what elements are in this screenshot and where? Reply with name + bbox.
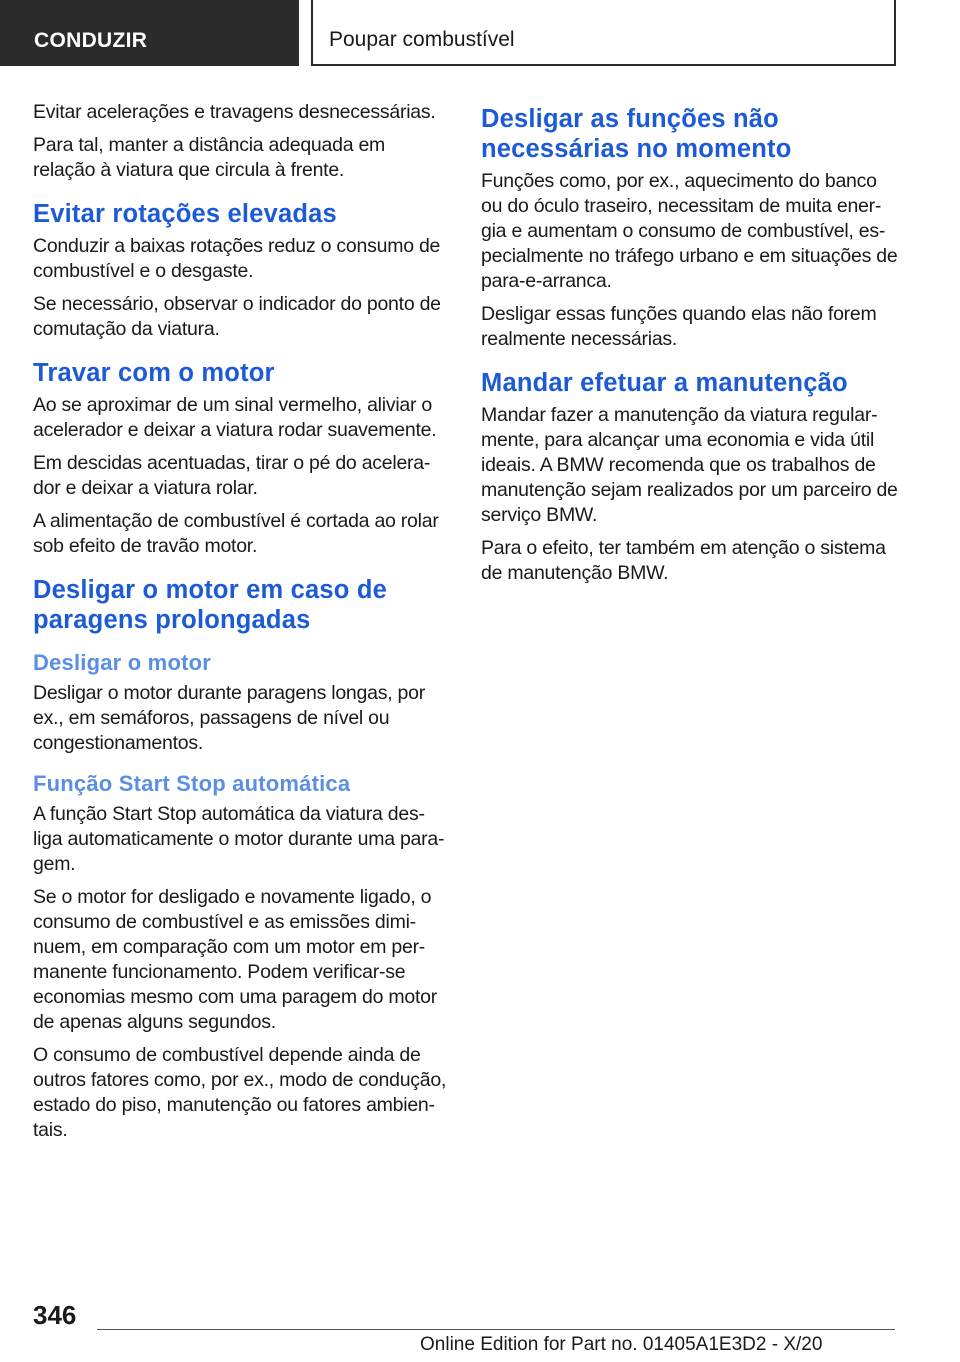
subheading-auto-start-stop: Função Start Stop automática — [33, 771, 351, 796]
paragraph: A alimentação de combustível é cortada ao rolar sob efeito de travão motor. — [33, 510, 439, 557]
edition-label: Online Edition for Part no. 01405A1E3D2 - X/20 — [420, 1334, 823, 1355]
paragraph: Em descidas acentuadas, tirar o pé do acelera-dor e deixar a viatura rolar. — [33, 452, 431, 499]
subheading-switch-off-engine: Desligar o motor — [33, 650, 212, 675]
paragraph: Para tal, manter a distância adequada em relação à viatura que circula à frente. — [33, 134, 386, 181]
paragraph: A função Start Stop automática da viatura des-liga automaticamente o motor durante uma para-gem. — [33, 803, 445, 875]
paragraph: Evitar acelerações e travagens desnecessárias. — [33, 101, 436, 123]
heading-maintenance: Mandar efetuar a manutenção — [481, 369, 848, 397]
paragraph: Para o efeito, ter também em atenção o sistema de manutenção BMW. — [481, 537, 886, 584]
paragraph: Ao se aproximar de um sinal vermelho, aliviar o acelerador e deixar a viatura rodar suavemente. — [33, 394, 437, 441]
footer-divider — [97, 1329, 895, 1330]
paragraph: Funções como, por ex., aquecimento do banco ou do óculo traseiro, necessitam de muita ener-gia e aumentam o consumo de combustível, es-pecialmente no tráfego urbano e em situações de para-e-arranca. — [481, 170, 898, 292]
paragraph: Se necessário, observar o indicador do ponto de comutação da viatura. — [33, 293, 441, 340]
heading-engine-braking: Travar com o motor — [33, 359, 275, 387]
heading-avoid-high-rpm: Evitar rotações elevadas — [33, 200, 337, 228]
heading-switch-off-functions: Desligar as funções não necessárias no momento — [481, 105, 792, 163]
heading-switch-off-engine: Desligar o motor em caso de paragens prolongadas — [33, 576, 388, 634]
section-label: CONDUZIR — [0, 0, 299, 66]
right-column — [481, 100, 899, 594]
paragraph: Desligar o motor durante paragens longas, por ex., em semáforos, passagens de nível ou congestionamentos. — [33, 682, 425, 754]
paragraph: Mandar fazer a manutenção da viatura regular-mente, para alcançar uma economia e vida útil ideais. A BMW recomenda que os trabalhos de manutenção sejam realizados por um parceiro de serviço BMW. — [481, 404, 898, 526]
paragraph: Desligar essas funções quando elas não forem realmente necessárias. — [481, 303, 877, 350]
page-number: 346 — [33, 1300, 77, 1330]
left-column — [33, 100, 448, 1151]
paragraph: Conduzir a baixas rotações reduz o consumo de combustível e o desgaste. — [33, 235, 441, 282]
topic-label: Poupar combustível — [311, 0, 896, 66]
paragraph: O consumo de combustível depende ainda de outros fatores como, por ex., modo de condução, estado do piso, manutenção ou fatores ambien-tais. — [33, 1044, 447, 1141]
paragraph: Se o motor for desligado e novamente ligado, o consumo de combustível e as emissões dimi-nuem, em comparação com um motor em per-manente funcionamento. Podem verificar-se economias mesmo com uma paragem do motor de apenas alguns segundos. — [33, 886, 438, 1033]
footer-edition — [420, 1334, 898, 1356]
